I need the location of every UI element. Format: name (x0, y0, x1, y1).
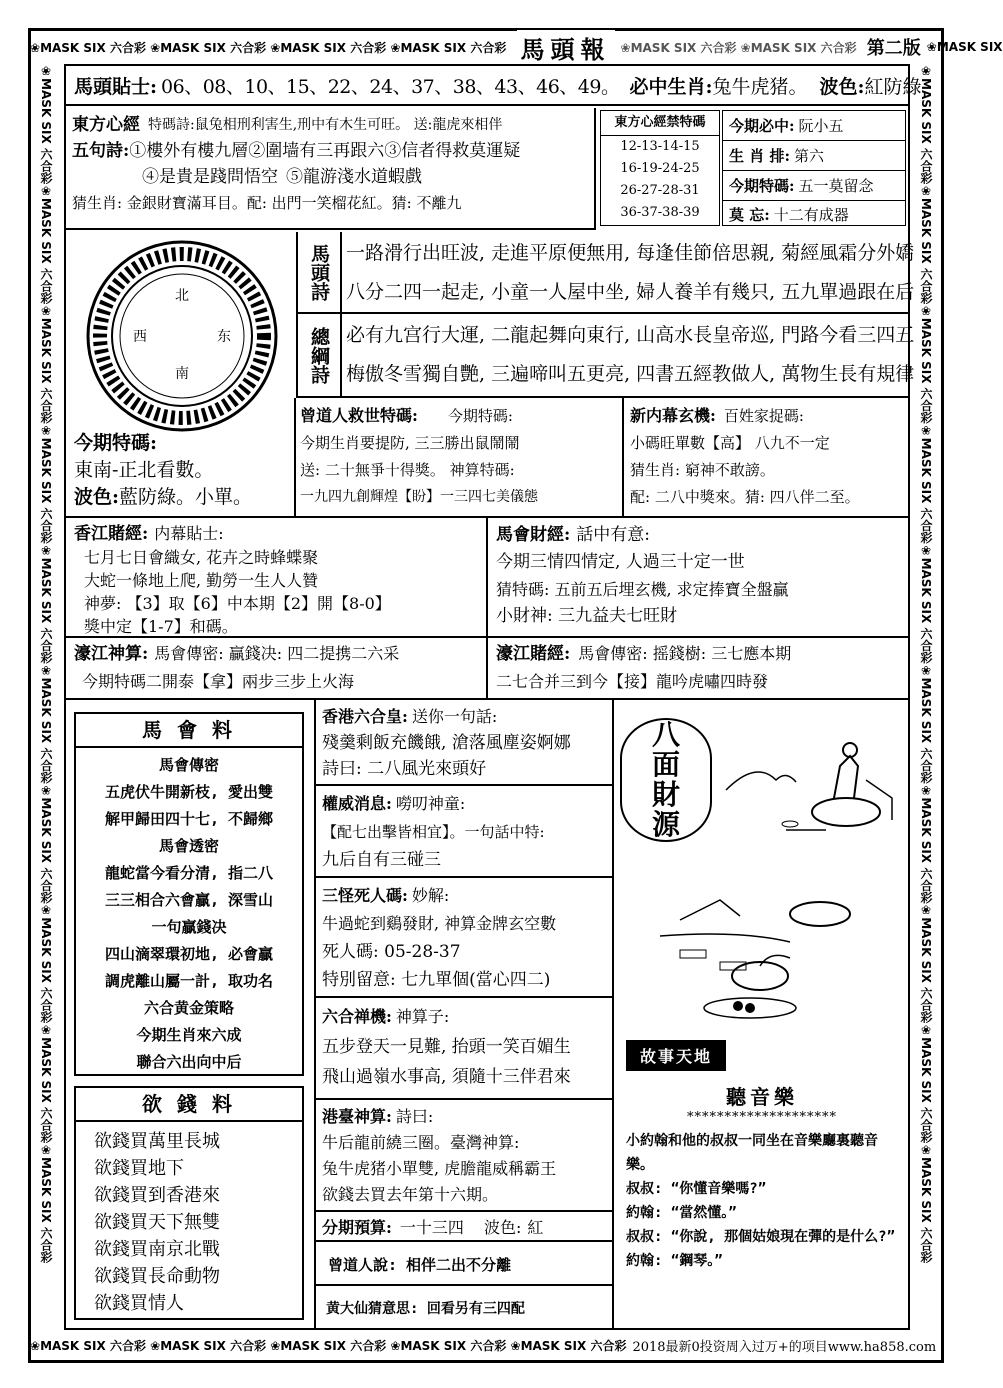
must-value: 十二有成器 (773, 206, 849, 224)
want-money-line: 欲錢買萬里長城 (94, 1131, 220, 1152)
tw-calc-line: 兔牛虎猪小單雙, 虎膽龍威稱霸王 (322, 1159, 557, 1178)
compass-dial (84, 238, 280, 434)
zeng-line: 一九四九創輝煌【盼】一三四七美儀態 (300, 489, 538, 505)
zeng-says-box (316, 1244, 612, 1286)
zeng-line: 送: 二十無爭十得獎。 神算特碼: (300, 461, 515, 479)
material-line: 調虎離山屬一計, 取功名 (104, 972, 274, 990)
zen-verse-box (316, 998, 612, 1100)
want-money-line: 欲錢買長命動物 (94, 1266, 220, 1287)
story-stars: ******************** (687, 1110, 837, 1125)
forbidden-title: 東方心經禁特碼 (601, 111, 719, 136)
tip-label: 馬頭貼士: (74, 75, 158, 98)
story-line: 約翰: “當然懂。” (626, 1205, 737, 1221)
material-line: 四山滴翠環初地, 必會贏 (104, 945, 274, 963)
want-money-line: 欲錢買天下無雙 (94, 1212, 220, 1233)
tip-numbers: 06、08、10、15、22、24、37、38、43、46、49。 (161, 75, 620, 98)
sticker-text: ❀MASK SIX 六合彩 ❀MASK SIX 六合彩 ❀MASK SIX 六合彩 ❀MASK SIX 六合彩 (30, 40, 507, 55)
hao-calc-box (66, 638, 488, 698)
hk-emperor-box (316, 702, 612, 786)
authority-line: 【配七出擊皆相宜】。一句話中特: (322, 823, 545, 841)
material-heading: 馬會透密 (158, 837, 219, 855)
right-sticker-strip (910, 64, 942, 1330)
material-line: 三三相合六會贏, 深雪山 (104, 891, 274, 909)
zeng-line: 今期生肖要提防, 三三勝出鼠鬧鬧 (300, 434, 520, 452)
zeng-sub: 今期特碼: (447, 407, 513, 425)
horse-wealth-box (488, 518, 908, 636)
three-strange-sub: 妙解: (411, 886, 450, 905)
forbidden-row: 26-27-28-31 (620, 183, 700, 198)
ox-rider-icon (716, 720, 906, 840)
period-budget-box (316, 1212, 612, 1242)
wave-value: 紅防綠 (864, 75, 922, 98)
zen-sub: 神算子: (395, 1007, 450, 1026)
period-budget-label: 分期預算: (322, 1217, 392, 1237)
material-line: 今期生肖來六成 (136, 1026, 242, 1044)
hk-gamble-line: 神夢: 【3】取【6】中本期【2】開【8-0】 (84, 594, 391, 613)
forbidden-row: 16-19-24-25 (620, 161, 700, 176)
must-label: 今期特碼: (729, 177, 795, 195)
wuju-item-4: ④是貴是踐問悟空 (142, 167, 278, 187)
huang-says-box (316, 1286, 612, 1330)
wuju-item-3: ③信者得救莫運疑 (384, 141, 521, 161)
story-line: 叔叔: “你懂音樂嗎?” (626, 1181, 767, 1197)
story-badge: 故事天地 (626, 1040, 726, 1071)
zeng-says: 曾道人說: 相伴二出不分離 (328, 1255, 512, 1274)
this-period-wave-label: 波色: (74, 486, 120, 508)
want-money-line: 欲錢買情人 (94, 1293, 184, 1314)
material-heading: 馬會傳密 (158, 756, 219, 774)
must-label: 莫 忘: (729, 206, 770, 224)
material-line: 聯合六出向中后 (136, 1053, 242, 1071)
wave-label: 波色: (819, 75, 865, 98)
must-label: 生 肖 排: (729, 147, 790, 165)
three-strange-line: 牛過蛇到鷄發財, 神算金牌玄空數 (322, 914, 557, 933)
want-money-line: 欲錢買南京北戰 (94, 1239, 220, 1260)
horse-poem-label: 馬頭詩 (298, 232, 342, 312)
horse-wealth-line: 小財神: 三九益夫七旺財 (496, 606, 678, 626)
sticker-text-end: ❀MASK SIX (926, 40, 1003, 54)
wuju-item-5: ⑤龍游淺水道蝦戲 (286, 167, 422, 187)
east-heart-title: 東方心經 (72, 115, 140, 135)
must-label: 今期必中: (729, 117, 795, 135)
story-box (616, 1036, 908, 1328)
authority-sub: 嘮叨神童: (395, 794, 466, 813)
mouse-icon (620, 880, 906, 1030)
compass-graphic (84, 238, 280, 434)
want-money-box (74, 1086, 304, 1320)
hao-calc-title: 濠江神算: (74, 644, 149, 664)
hao-gamble-box (488, 638, 908, 698)
eight-wealth-char: 面 (651, 748, 680, 781)
new-inside-line: 小碼旺單數【高】 八九不一定 (630, 434, 830, 452)
horse-wealth-title: 馬會財經: (496, 525, 571, 545)
zen-line: 飛山過嶺水事高, 須隨十三伴君來 (322, 1067, 571, 1087)
tw-calc-title: 港臺神算: (322, 1107, 392, 1126)
story-line: 小約翰和他的叔叔一同坐在音樂廳裏聽音樂。 (626, 1133, 878, 1173)
general-poem-line: 梅傲冬雪獨自艷, 三遍啼叫五更亮, 四書五經教做人, 萬物生長有規律 (346, 363, 915, 385)
general-poem-line: 必有九宫行大運, 二龍起舞向東行, 山高水長皇帝巡, 門路今看三四五 (346, 324, 915, 346)
tip-bar (66, 66, 922, 106)
story-line: 叔叔: “你說, 那個姑娘現在彈的是什么?” (626, 1229, 896, 1245)
horse-material-title: 馬 會 料 (76, 714, 302, 748)
hao-gamble-line: 二七合并三到今【接】龍吟虎嘯四時發 (496, 672, 769, 691)
material-line: 解甲歸田四十七, 不歸鄉 (104, 810, 274, 828)
right-sticker-text: ❀MASK SIX 六合彩❀MASK SIX 六合彩❀MASK SIX 六合彩❀MASK SIX 六合彩❀MASK SIX 六合彩❀MASK SIX 六合彩❀MASK SIX 六合彩❀MASK SIX 六合彩❀MASK SIX 六合彩❀MASK SIX 六合彩 (919, 64, 933, 1263)
material-line: 五虎伏牛開新枝, 愛出雙 (104, 783, 274, 801)
period-budget-wave: 紅 (527, 1217, 544, 1237)
story-title: 聽音樂 (726, 1085, 798, 1109)
compass-east: 东 (217, 329, 231, 345)
left-sticker-text: ❀MASK SIX 六合彩❀MASK SIX 六合彩❀MASK SIX 六合彩❀MASK SIX 六合彩❀MASK SIX 六合彩❀MASK SIX 六合彩❀MASK SIX 六合彩❀MASK SIX 六合彩❀MASK SIX 六合彩❀MASK SIX 六合彩 (39, 64, 53, 1263)
horse-wealth-line: 猜特碼: 五前五后埋玄機, 求定捧寶全盤贏 (496, 580, 789, 599)
east-heart-guess: 猜生肖: 金銀財寶滿耳目。配: 出門一笑榴花紅。猜: 不離九 (72, 194, 462, 212)
compass-north: 北 (175, 288, 189, 304)
hk-gamble-line: 獎中定【1-7】和碼。 (84, 617, 238, 636)
eight-wealth-char: 源 (651, 808, 680, 841)
story-line: 約翰: “鋼琴。” (626, 1253, 723, 1269)
hk-gamble-title: 香江賭經: (74, 524, 149, 544)
eight-wealth-banner (620, 718, 712, 842)
horse-poem-box (296, 232, 915, 314)
period-budget-wave-label: 波色: (483, 1217, 522, 1237)
zeng-daoren-box (294, 398, 622, 516)
masthead-title: 馬頭報 (517, 30, 615, 65)
this-period-wave: 藍防綠。小單。 (119, 486, 253, 508)
forbidden-row: 36-37-38-39 (620, 205, 700, 220)
left-sticker-strip (30, 64, 62, 1330)
tw-calc-line: 牛后龍前繞三圈。臺灣神算: (322, 1133, 520, 1152)
authority-title: 權威消息: (322, 794, 392, 813)
must-table (722, 110, 906, 226)
hao-calc-sub: 馬會傳密: 贏錢决: 四二提携二六采 (154, 644, 400, 663)
hk-emperor-sub: 送你一句話: (411, 707, 498, 726)
authority-box (316, 786, 612, 878)
wuju-item-2: ②圍墙有三再跟六 (248, 141, 385, 161)
three-strange-title: 三怪死人碼: (322, 886, 408, 905)
top-sticker-strip (30, 30, 1003, 64)
bottom-sticker-strip (30, 1330, 942, 1360)
this-period-box (74, 430, 294, 514)
new-inside-line: 猜生肖: 窮神不敢謗。 (630, 461, 775, 479)
zeng-title: 曾道人救世特碼: (300, 406, 418, 425)
compass-south: 南 (175, 366, 189, 382)
tw-calc-box (316, 1100, 612, 1212)
new-inside-sub: 百姓家捉碼: (723, 407, 804, 425)
material-heading: 一句贏錢决 (151, 918, 227, 936)
edition-label: 第二版 (866, 38, 921, 59)
new-inside-title: 新内幕玄機: (630, 406, 716, 425)
forbidden-table (600, 110, 720, 226)
hao-calc-line: 今期特碼二開泰【拿】兩步三步上火海 (82, 672, 355, 691)
hk-emperor-title: 香港六合皇: (322, 707, 408, 726)
horse-poem-line: 八分二四一起走, 小童一人屋中坐, 婦人養羊有幾只, 五九單過跟在后 (346, 281, 915, 303)
tw-calc-line: 欲錢去買去年第十六期。 (322, 1185, 499, 1204)
hao-gamble-sub: 馬會傳密: 摇錢樹: 三七應本期 (578, 644, 792, 663)
wuju-label: 五句詩: (72, 141, 130, 161)
zen-line: 五步登天一見難, 抬頭一笑百媚生 (322, 1037, 571, 1057)
huang-says: 黄大仙猜意思: 回看另有三四配 (326, 1301, 525, 1317)
tw-calc-sub: 詩曰: (395, 1107, 434, 1126)
material-heading: 六合黄金策略 (143, 999, 234, 1017)
illustration-ox-rider (716, 720, 906, 840)
three-strange-line: 死人碼: 05-28-37 (322, 942, 461, 962)
material-line: 龍蛇當今看分清, 指二八 (104, 864, 274, 882)
horse-poem-line: 一路滑行出旺波, 走進平原便無用, 每逢佳節倍思親, 菊經風霜分外嬌 (346, 242, 915, 264)
want-money-line: 欲錢買地下 (94, 1158, 184, 1179)
wuju-item-1: ①樓外有樓九層 (129, 141, 249, 161)
illustration-mouse (620, 880, 906, 1030)
must-value: 阮小五 (798, 117, 844, 135)
zen-title: 六合禅機: (322, 1007, 392, 1026)
general-poem-box (296, 314, 915, 398)
horse-wealth-sub: 話中有意: (576, 525, 651, 545)
new-inside-line: 配: 二八中獎來。猜: 四八伴二至。 (630, 488, 860, 506)
hk-gamble-sub: 内幕貼士: (154, 524, 224, 543)
period-budget-value: 一十三四 (399, 1217, 464, 1237)
must-value: 五一莫留念 (798, 177, 874, 195)
this-period-line: 東南-正北看數。 (74, 459, 214, 481)
horse-material-box (74, 712, 304, 1076)
this-period-title: 今期特碼: (74, 432, 158, 454)
eight-wealth-char: 財 (651, 778, 680, 811)
hk-gamble-box (66, 518, 488, 636)
sticker-text-faded: ❀MASK SIX 六合彩 ❀MASK SIX 六合彩 (620, 40, 857, 55)
hk-gamble-line: 大蛇一條地上爬, 勤勞一生人人贊 (84, 571, 319, 590)
eight-wealth-char: 八 (651, 718, 680, 751)
three-strange-box (316, 878, 612, 998)
new-inside-box (622, 398, 908, 516)
general-poem-label: 總綱詩 (298, 314, 342, 396)
must-value: 第六 (793, 147, 824, 165)
hk-emperor-line: 殘羹剩飯充饑餓, 滄落風塵姿婀娜 (322, 733, 571, 753)
sticker-text-bottom: ❀MASK SIX 六合彩 ❀MASK SIX 六合彩 ❀MASK SIX 六合彩 ❀MASK SIX 六合彩 ❀MASK SIX 六合彩 (30, 1338, 627, 1353)
forbidden-row: 12-13-14-15 (620, 139, 700, 154)
hao-gamble-title: 濠江賭經: (496, 644, 571, 664)
want-money-line: 欲錢買到香港來 (94, 1185, 220, 1206)
east-heart-line1: 特碼詩:鼠兔相刑利害生,刑中有木生可旺。 送:龍虎來相伴 (148, 117, 503, 133)
zodiac-label: 必中生肖: (629, 75, 713, 98)
want-money-title: 欲 錢 料 (76, 1088, 302, 1122)
east-heart-section (66, 108, 596, 230)
three-strange-line: 特別留意: 七九單個(當心四二) (322, 970, 551, 990)
hk-gamble-line: 七月七日會織女, 花卉之時蜂蝶聚 (84, 548, 319, 567)
authority-line: 九后自有三碰三 (322, 850, 441, 870)
footer-ad[interactable]: 2018最新0投资周入过万+的项目www.ha858.com (632, 1339, 937, 1355)
zodiac-value: 兔牛虎猪。 (712, 75, 808, 98)
horse-wealth-line: 今期三情四情定, 人過三十定一世 (496, 552, 745, 572)
compass-west: 西 (133, 329, 147, 345)
hk-emperor-line: 詩曰: 二八風光來頭好 (322, 759, 487, 779)
